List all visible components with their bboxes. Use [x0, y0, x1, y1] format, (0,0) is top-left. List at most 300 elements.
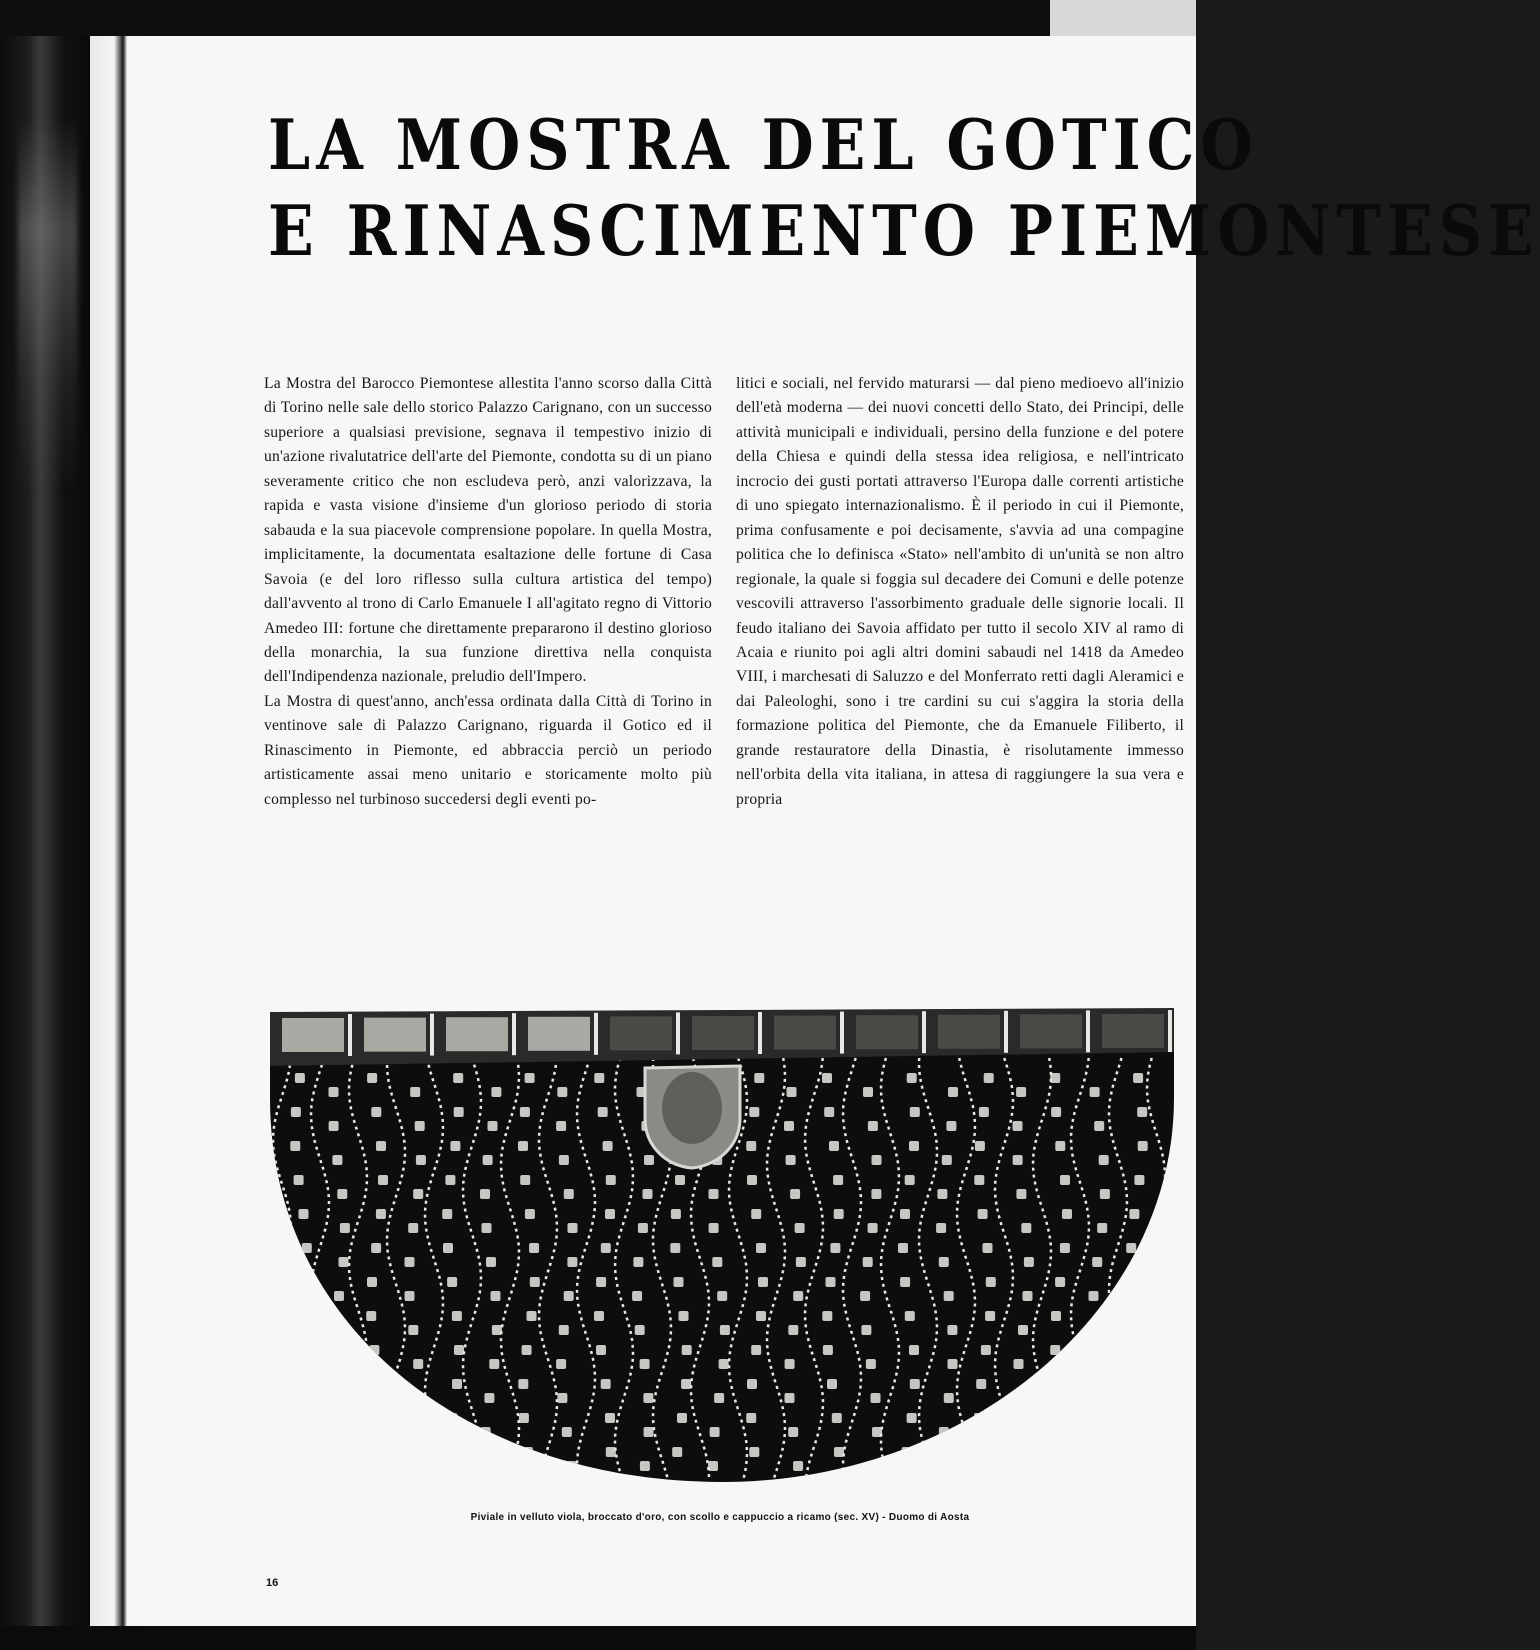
blossom [717, 1291, 727, 1301]
blossom [559, 1155, 569, 1165]
blossom [907, 1073, 917, 1083]
blossom [747, 1175, 757, 1185]
blossom [974, 1175, 984, 1185]
blossom [754, 1073, 764, 1083]
blossom [596, 1345, 606, 1355]
blossom [369, 1345, 379, 1355]
column-left [264, 372, 712, 960]
blossom [1016, 1189, 1026, 1199]
blossom [978, 1209, 988, 1219]
blossom [979, 1107, 989, 1117]
blossom [556, 1121, 566, 1131]
blossom [491, 1087, 501, 1097]
blossom [675, 1175, 685, 1185]
band-panel [692, 1016, 754, 1050]
blossom [1018, 1325, 1028, 1335]
blossom [290, 1379, 300, 1389]
blossom [633, 1257, 643, 1267]
blossom [1133, 1073, 1143, 1083]
blossom [632, 1291, 642, 1301]
band-panel [938, 1015, 1000, 1049]
blossom [751, 1345, 761, 1355]
article-title [268, 100, 1540, 273]
band-panel [364, 1018, 426, 1052]
blossom [603, 1141, 613, 1151]
band-divider [512, 1013, 516, 1055]
blossom [1014, 1359, 1024, 1369]
blossom [942, 1155, 952, 1165]
band-divider [1086, 1010, 1090, 1052]
blossom [795, 1223, 805, 1233]
column-right [736, 372, 1184, 960]
blossom [567, 1257, 577, 1267]
blossom [1055, 1141, 1065, 1151]
band-divider [922, 1011, 926, 1053]
blossom [1060, 1243, 1070, 1253]
blossom [1137, 1107, 1147, 1117]
blossom [564, 1189, 574, 1199]
blossom [416, 1155, 426, 1165]
blossom [556, 1359, 566, 1369]
blossom [302, 1243, 312, 1253]
blossom [681, 1379, 691, 1389]
band-divider [594, 1013, 598, 1055]
blossom [367, 1277, 377, 1287]
blossom [827, 1379, 837, 1389]
blossom [900, 1209, 910, 1219]
blossom [986, 1277, 996, 1287]
blossom [643, 1393, 653, 1403]
blossom [985, 1311, 995, 1321]
blossom [936, 1461, 946, 1471]
blossom [746, 1141, 756, 1151]
blossom [746, 1413, 756, 1423]
blossom [481, 1427, 491, 1437]
blossom [1126, 1243, 1136, 1253]
blossom [489, 1359, 499, 1369]
blossom [518, 1141, 528, 1151]
blossom [868, 1223, 878, 1233]
blossom [1062, 1209, 1072, 1219]
blossom [640, 1359, 650, 1369]
band-panel [1102, 1014, 1164, 1048]
blossom [714, 1393, 724, 1403]
blossom [453, 1073, 463, 1083]
blossom [530, 1277, 540, 1287]
blossom [408, 1325, 418, 1335]
blossom [709, 1189, 719, 1199]
blossom [520, 1175, 530, 1185]
blossom [822, 1311, 832, 1321]
blossom [413, 1189, 423, 1199]
blossom [872, 1155, 882, 1165]
blossom [1024, 1257, 1034, 1267]
blossom [1013, 1121, 1023, 1131]
blossom [559, 1325, 569, 1335]
blossom [443, 1243, 453, 1253]
blossom [605, 1413, 615, 1423]
blossom [371, 1107, 381, 1117]
blossom [294, 1175, 304, 1185]
blossom [682, 1345, 692, 1355]
blossom [291, 1107, 301, 1117]
article-body [264, 372, 1184, 960]
blossom [295, 1073, 305, 1083]
blossom [863, 1087, 873, 1097]
blossom [447, 1413, 457, 1423]
blossom [829, 1141, 839, 1151]
blossom [671, 1209, 681, 1219]
scan-bottom-border [0, 1626, 1196, 1650]
blossom [339, 1257, 349, 1267]
blossom [442, 1209, 452, 1219]
blossom [525, 1209, 535, 1219]
blossom [674, 1277, 684, 1287]
blossom [1097, 1223, 1107, 1233]
blossom [491, 1291, 501, 1301]
scan-left-margin [0, 36, 90, 1626]
blossom [709, 1223, 719, 1233]
blossom [601, 1243, 611, 1253]
blossom [332, 1155, 342, 1165]
blossom [747, 1379, 757, 1389]
paragraph: litici e sociali, nel fervido maturarsi — dal pieno medioevo all'inizio dell'età moderna — dei nuovi concetti dello Stato, dei Principi, delle attività municipali e individuali, persino della funzione e del potere della Chiesa e quindi della stessa idea religiosa, e nell'intricato incrocio dei gusti portati attraverso l'Europa dalle correnti artistiche di uno spiegato internazionalismo. È il periodo in cui il Piemonte, prima confusamente e poi decisamente, s'avvia ad una compagine politica che lo definisca «Stato» nell'ambito di un'unità se non altro regionale, la quale si foggia sul decadere dei Comuni e delle potenze vescovili attraverso l'assorbimento graduale delle signorie locali. Il feudo italiano dei Savoia affidato per tutto il secolo XIV al ramo di Acaia e riunito poi agli altri domini sabaudi nel 1418 da Amedeo VIII, i marchesati di Saluzzo e del Monferrato retti dagli Aleramici e dai Paleologhi, sono i tre cardini su cui s'aggira la storia della formazione politica del Piemonte, che da Emanuele Filiberto, il grande restauratore della Dinastia, è risolutamente immesso nell'orbita della vita italiana, in attesa di raggiungere la sua vera e propria [736, 375, 1184, 808]
blossom [292, 1345, 302, 1355]
blossom [871, 1189, 881, 1199]
blossom [290, 1141, 300, 1151]
blossom [1015, 1427, 1025, 1437]
blossom [481, 1461, 491, 1471]
cope-image [270, 1008, 1174, 1482]
blossom [1058, 1413, 1068, 1423]
blossom [677, 1413, 687, 1423]
blossom [1089, 1291, 1099, 1301]
blossom [1055, 1277, 1065, 1287]
blossom [292, 1413, 302, 1423]
blossom [410, 1461, 420, 1471]
blossom [378, 1413, 388, 1423]
blossom [871, 1393, 881, 1403]
blossom [340, 1223, 350, 1233]
blossom [749, 1447, 759, 1457]
hood-scene [662, 1072, 722, 1144]
blossom [822, 1073, 832, 1083]
blossom [601, 1379, 611, 1389]
blossom [788, 1427, 798, 1437]
blossom [788, 1325, 798, 1335]
blossom [410, 1087, 420, 1097]
blossom [331, 1393, 341, 1403]
blossom [452, 1311, 462, 1321]
blossom [984, 1073, 994, 1083]
blossom [905, 1175, 915, 1185]
blossom [408, 1223, 418, 1233]
blossom [946, 1121, 956, 1131]
blossom [1092, 1257, 1102, 1267]
blossom [594, 1073, 604, 1083]
blossom [1051, 1311, 1061, 1321]
blossom [483, 1155, 493, 1165]
page-number: 16 [266, 1577, 279, 1589]
title-line-1: LA MOSTRA DEL GOTICO [268, 105, 1259, 187]
blossom [566, 1461, 576, 1471]
blossom [376, 1141, 386, 1151]
blossom [710, 1427, 720, 1437]
blossom [605, 1209, 615, 1219]
blossom [749, 1107, 759, 1117]
blossom [606, 1175, 616, 1185]
blossom [936, 1223, 946, 1233]
blossom [1050, 1073, 1060, 1083]
blossom [1012, 1393, 1022, 1403]
blossom [486, 1257, 496, 1267]
blossom [329, 1121, 339, 1131]
blossom [640, 1461, 650, 1471]
blossom [1134, 1175, 1144, 1185]
blossom [944, 1291, 954, 1301]
band-panel [856, 1015, 918, 1049]
blossom [557, 1393, 567, 1403]
blossom [948, 1087, 958, 1097]
blossom [793, 1461, 803, 1471]
band-divider [1004, 1011, 1008, 1053]
blossom [366, 1311, 376, 1321]
blossom [568, 1223, 578, 1233]
blossom [863, 1257, 873, 1267]
blossom [405, 1291, 415, 1301]
blossom [564, 1291, 574, 1301]
blossom [371, 1243, 381, 1253]
blossom [443, 1447, 453, 1457]
blossom [518, 1379, 528, 1389]
blossom [719, 1359, 729, 1369]
blossom [1099, 1461, 1109, 1471]
blossom [868, 1121, 878, 1131]
blossom [1138, 1141, 1148, 1151]
blossom [983, 1243, 993, 1253]
blossom [482, 1223, 492, 1233]
blossom [824, 1107, 834, 1117]
figure-caption: Piviale in velluto viola, broccato d'oro, con scollo e cappuccio a ricamo (sec. XV) - Duomo di Aosta [470, 1512, 970, 1523]
blossom [1100, 1427, 1110, 1437]
blossom [834, 1209, 844, 1219]
blossom [670, 1243, 680, 1253]
blossom [898, 1243, 908, 1253]
paragraph: La Mostra del Barocco Piemontese allestita l'anno scorso dalla Città di Torino nelle sale dello storico Palazzo Carignano, con un successo superiore a qualsiasi previsione, segnava il tempestivo inizio di un'azione rivalutatrice dell'arte del Piemonte, condotta su di un piano severamente critico che non escludeva però, anzi valorizzava, la rapida e vasta visione d'insieme d'un glorioso periodo di storia sabauda e la sua piacevole comprensione popolare. In quella Mostra, implicitamente, la documentata esaltazione delle fortune di Casa Savoia (e del loro riflesso sulla cultura artistica del tempo) dall'avvento al trono di Carlo Emanuele I all'agitato regno di Vittorio Amedeo III: fortune che direttamente prepararono il destino glorioso della monarchia, la sua funzione direttiva nella conquista dell'Indipendenza nazionale, preludio dell'Impero. [264, 375, 712, 686]
blossom [975, 1141, 985, 1151]
blossom [328, 1359, 338, 1369]
blossom [644, 1427, 654, 1437]
blossom [598, 1107, 608, 1117]
blossom [786, 1155, 796, 1165]
blossom [562, 1427, 572, 1437]
blossom [523, 1447, 533, 1457]
blossom [976, 1447, 986, 1457]
blossom [1053, 1379, 1063, 1389]
blossom [758, 1277, 768, 1287]
blossom [1127, 1277, 1137, 1287]
blossom [374, 1379, 384, 1389]
blossom [1013, 1155, 1023, 1165]
blossom [1097, 1393, 1107, 1403]
blossom [527, 1311, 537, 1321]
blossom [454, 1107, 464, 1117]
scan-top-border [0, 0, 1050, 36]
blossom [910, 1107, 920, 1117]
band-panel [282, 1018, 344, 1052]
blossom [415, 1121, 425, 1131]
blossom [909, 1345, 919, 1355]
blossom [484, 1393, 494, 1403]
blossom [785, 1393, 795, 1403]
blossom [447, 1277, 457, 1287]
band-divider [348, 1014, 352, 1056]
blossom [1099, 1155, 1109, 1165]
blossom [756, 1311, 766, 1321]
blossom [1136, 1345, 1146, 1355]
band-divider [840, 1012, 844, 1054]
blossom [454, 1345, 464, 1355]
blossom [337, 1189, 347, 1199]
blossom [638, 1223, 648, 1233]
blossom [1094, 1121, 1104, 1131]
blossom [594, 1311, 604, 1321]
blossom [672, 1447, 682, 1457]
band-divider [430, 1014, 434, 1056]
blossom [909, 1141, 919, 1151]
blossom [522, 1345, 532, 1355]
blossom [708, 1461, 718, 1471]
blossom [907, 1413, 917, 1423]
band-divider [676, 1012, 680, 1054]
blossom [1131, 1311, 1141, 1321]
blossom [415, 1427, 425, 1437]
blossom [336, 1427, 346, 1437]
blossom [981, 1345, 991, 1355]
blossom [756, 1243, 766, 1253]
blossom [790, 1189, 800, 1199]
blossom [869, 1461, 879, 1471]
scan-top-right-margin [1050, 0, 1196, 36]
blossom [939, 1427, 949, 1437]
blossom [1136, 1413, 1146, 1423]
blossom [1089, 1325, 1099, 1335]
blossom [416, 1393, 426, 1403]
blossom [1060, 1175, 1070, 1185]
blossom [1051, 1107, 1061, 1117]
blossom [796, 1257, 806, 1267]
blossom [445, 1175, 455, 1185]
band-panel [1020, 1014, 1082, 1048]
blossom [413, 1359, 423, 1369]
blossom [329, 1087, 339, 1097]
blossom [519, 1413, 529, 1423]
blossom [910, 1379, 920, 1389]
blossom [378, 1175, 388, 1185]
band-divider [758, 1012, 762, 1054]
band-divider [1168, 1010, 1172, 1052]
blossom [1092, 1359, 1102, 1369]
band-panel [610, 1016, 672, 1050]
blossom [826, 1277, 836, 1287]
blossom [944, 1393, 954, 1403]
blossom [751, 1209, 761, 1219]
blossom [1100, 1189, 1110, 1199]
blossom [377, 1447, 387, 1457]
title-line-2: E RINASCIMENTO PIEMONTESE [268, 191, 1540, 273]
page-gutter [90, 36, 150, 1626]
blossom [301, 1277, 311, 1287]
blossom [480, 1189, 490, 1199]
blossom [1138, 1379, 1148, 1389]
blossom [832, 1413, 842, 1423]
blossom [1021, 1223, 1031, 1233]
blossom [833, 1175, 843, 1185]
blossom [974, 1413, 984, 1423]
blossom [488, 1121, 498, 1131]
blossom [937, 1189, 947, 1199]
blossom [861, 1325, 871, 1335]
blossom [1164, 1223, 1174, 1233]
blossom [1062, 1447, 1072, 1457]
blossom [900, 1277, 910, 1287]
blossom [520, 1107, 530, 1117]
band-panel [446, 1017, 508, 1051]
blossom [785, 1359, 795, 1369]
blossom [902, 1447, 912, 1457]
paragraph: La Mostra di quest'anno, anch'essa ordinata dalla Città di Torino in ventinove sale di Palazzo Carignano, riguarda il Gotico ed il Rinascimento in Piemonte, ed abbraccia perciò un periodo artisticamente assai meno unitario e storicamente molto più complesso nel turbinoso succedersi degli eventi po- [264, 692, 712, 808]
blossom [405, 1257, 415, 1267]
blossom [1016, 1087, 1026, 1097]
scan-scuff [18, 116, 78, 496]
blossom [1023, 1291, 1033, 1301]
blossom [339, 1461, 349, 1471]
blossom [1129, 1209, 1139, 1219]
blossom [712, 1257, 722, 1267]
blossom [830, 1243, 840, 1253]
blossom [299, 1209, 309, 1219]
blossom [939, 1257, 949, 1267]
blossom [905, 1311, 915, 1321]
blossom [367, 1073, 377, 1083]
blossom [450, 1141, 460, 1151]
blossom [334, 1291, 344, 1301]
blossom [787, 1087, 797, 1097]
blossom [557, 1087, 567, 1097]
blossom [330, 1325, 340, 1335]
blossom [1165, 1461, 1175, 1471]
blossom [643, 1189, 653, 1199]
blossom [679, 1311, 689, 1321]
blossom [529, 1243, 539, 1253]
blossom [866, 1359, 876, 1369]
blossom [947, 1325, 957, 1335]
blossom [948, 1359, 958, 1369]
blossom [784, 1121, 794, 1131]
blossom [1131, 1447, 1141, 1457]
blossom [823, 1345, 833, 1355]
blossom [1090, 1087, 1100, 1097]
blossom [297, 1311, 307, 1321]
blossom [1050, 1345, 1060, 1355]
blossom [596, 1277, 606, 1287]
blossom [525, 1073, 535, 1083]
band-panel [774, 1016, 836, 1050]
blossom [720, 1325, 730, 1335]
blossom [644, 1155, 654, 1165]
blossom [1020, 1461, 1030, 1471]
blossom [635, 1325, 645, 1335]
